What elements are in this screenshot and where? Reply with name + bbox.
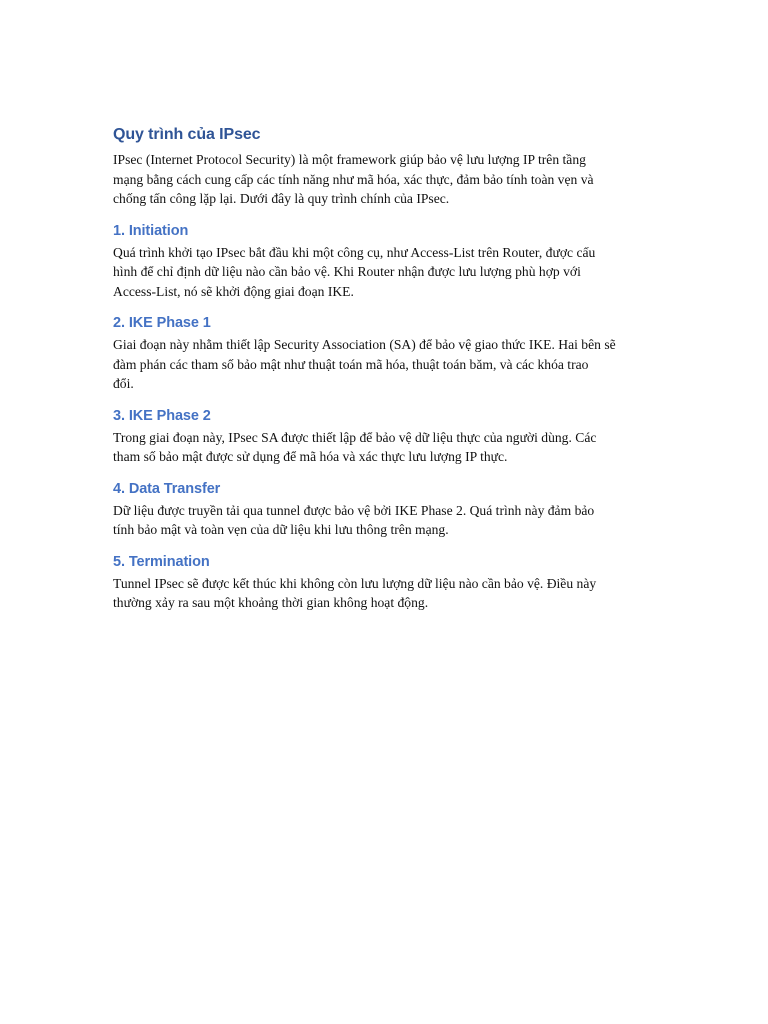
section-body: Tunnel IPsec sẽ được kết thúc khi không còn lưu lượng dữ liệu nào cần bảo vệ. Điều này thường xảy ra sau một khoảng thời gian không hoạt động. bbox=[113, 575, 597, 610]
section-initiation bbox=[113, 221, 656, 302]
section-data-transfer bbox=[113, 479, 656, 540]
section-body: Quá trình khởi tạo IPsec bắt đầu khi một công cụ, như Access-List trên Router, được cấu hình để chỉ định dữ liệu nào cần bảo vệ. Khi Router nhận được lưu lượng phù hợp với Access-List, nó sẽ khởi động giai đoạn IKE. bbox=[113, 244, 596, 299]
section-ike-phase-2 bbox=[113, 406, 656, 467]
section-heading: 2. IKE Phase 1 bbox=[113, 315, 211, 331]
document-title: Quy trình của IPsec bbox=[113, 126, 261, 143]
section-body: Trong giai đoạn này, IPsec SA được thiết lập để bảo vệ dữ liệu thực của người dùng. Các tham số bảo mật được sử dụng để mã hóa và xác thực lưu lượng IP thực. bbox=[113, 429, 597, 464]
section-heading: 5. Termination bbox=[113, 553, 210, 570]
section-heading: 3. IKE Phase 2 bbox=[113, 407, 211, 424]
intro-paragraph: IPsec (Internet Protocol Security) là một framework giúp bảo vệ lưu lượng IP trên tầng mạng bằng cách cung cấp các tính năng như mã hóa, xác thực, đảm bảo tính toàn vẹn và chống tấn công lặp lại. Dưới đây là quy trình chính của IPsec. bbox=[113, 152, 594, 206]
section-heading: 1. Initiation bbox=[113, 222, 189, 239]
section-body: Dữ liệu được truyền tải qua tunnel được bảo vệ bởi IKE Phase 2. Quá trình này đảm bảo tính bảo mật và toàn vẹn của dữ liệu khi lưu thông trên mạng. bbox=[113, 502, 595, 537]
section-body: Giai đoạn này nhằm thiết lập Security Association (SA) để bảo vệ giao thức IKE. Hai bên sẽ đàm phán các tham số bảo mật như thuật toán mã hóa, thuật toán băm, và các khóa trao đổi. bbox=[113, 337, 616, 391]
section-termination bbox=[113, 552, 656, 613]
section-ike-phase-1 bbox=[113, 313, 656, 394]
section-heading: 4. Data Transfer bbox=[113, 480, 221, 497]
